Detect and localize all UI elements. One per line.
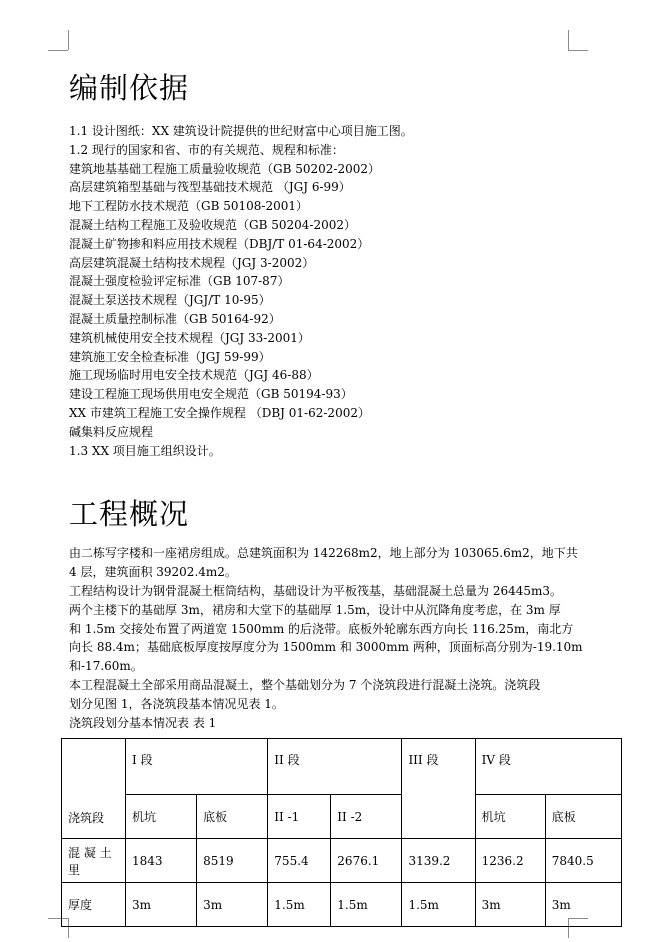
basis-line: 混凝土矿物掺和料应用技术规程（DBJ/T 01-64-2002） xyxy=(69,236,370,251)
basis-line: 1.3 XX 项目施工组织设计。 xyxy=(69,443,221,458)
pouring-segment-table xyxy=(61,738,622,927)
table-row xyxy=(62,883,622,927)
basis-line: 混凝土强度检验评定标准（GB 107-87） xyxy=(69,274,290,289)
basis-line: 混凝土质量控制标准（GB 50164-92） xyxy=(69,311,281,326)
overview-line: 4 层，建筑面积 39202.4m2。 xyxy=(69,565,237,580)
heading-basis: 编制依据 xyxy=(69,71,190,105)
basis-list xyxy=(69,122,629,460)
overview-line: 本工程混凝土全部采用商品混凝土，整个基础划分为 7 个浇筑段进行混凝土浇筑。浇筑段 xyxy=(69,677,541,692)
subheader-cell: 底板 xyxy=(545,795,621,839)
basis-line: XX 市建筑工程施工安全操作规程 （DBJ 01-62-2002） xyxy=(69,405,370,420)
subheader-cell: 机坑 xyxy=(475,795,545,839)
overview-line: 和 1.5m 交接处布置了两道宽 1500mm 的后浇带。底板外轮廓东西方向长 116.25m，南北方 xyxy=(69,621,574,636)
table-cell: 1.5m xyxy=(268,883,331,927)
basis-line: 建筑施工安全检查标准（JGJ 59-99） xyxy=(69,349,271,364)
group-header: IV 段 xyxy=(475,739,621,795)
overview-line: 由二栋写字楼和一座裙房组成。总建筑面积为 142268m2，地上部分为 103065.6m2，地下共 xyxy=(69,546,578,561)
table-cell: 2676.1 xyxy=(331,839,402,883)
overview-line: 两个主楼下的基础厚 3m，裙房和大堂下的基础厚 1.5m，设计中从沉降角度考虑，在 3m 厚 xyxy=(69,602,561,617)
table-cell: 755.4 xyxy=(268,839,331,883)
basis-line: 地下工程防水技术规范（GB 50108-2001） xyxy=(69,199,308,214)
table-cell: 3m xyxy=(126,883,197,927)
basis-line: 混凝土结构工程施工及验收规范（GB 50204-2002） xyxy=(69,217,356,232)
overview-line: 划分见图 1，各浇筑段基本情况见表 1。 xyxy=(69,696,284,711)
table-cell: 3m xyxy=(197,883,268,927)
table-cell: 3m xyxy=(475,883,545,927)
basis-line: 1.2 现行的国家和省、市的有关规范、规程和标准： xyxy=(69,142,344,157)
row-label: 混 凝 土 里 xyxy=(62,839,126,883)
subheader-cell: II -1 xyxy=(268,795,331,839)
group-header: I 段 xyxy=(126,739,268,795)
overview-line: 向长 88.4m；基础底板厚度按厚度分为 1500mm 和 3000mm 两种，顶面标高分别为-19.10m xyxy=(69,640,583,655)
heading-overview: 工程概况 xyxy=(69,497,190,532)
table-cell: 1.5m xyxy=(331,883,402,927)
table-cell: 1.5m xyxy=(402,883,475,927)
table-cell: 1843 xyxy=(126,839,197,883)
table-cell: 3139.2 xyxy=(402,839,475,883)
row-header-label: 浇筑段 xyxy=(68,811,105,825)
overview-line: 工程结构设计为钢骨混凝土框筒结构，基础设计为平板筏基，基础混凝土总量为 26445m3。 xyxy=(69,583,563,598)
basis-line: 建筑地基基础工程施工质量验收规范（GB 50202-2002） xyxy=(69,161,380,176)
subheader-cell: 底板 xyxy=(197,795,268,839)
group-header: II 段 xyxy=(268,739,402,795)
overview-paragraph xyxy=(69,544,629,732)
document-body xyxy=(69,68,629,732)
row-label: 厚度 xyxy=(62,883,126,927)
table-caption: 浇筑段划分基本情况表 表 1 xyxy=(69,715,217,730)
subheader-cell: II -2 xyxy=(331,795,402,839)
group-header: III 段 xyxy=(402,739,475,839)
basis-line: 碱集料反应规程 xyxy=(69,424,154,439)
table-cell: 1236.2 xyxy=(475,839,545,883)
table-row xyxy=(62,839,622,883)
table-subheader-row xyxy=(62,795,622,839)
table-cell: 3m xyxy=(545,883,621,927)
basis-line: 高层建筑混凝土结构技术规程（JGJ 3-2002） xyxy=(69,255,315,270)
table-cell: 8519 xyxy=(197,839,268,883)
table-header-row xyxy=(62,739,622,795)
header-cell-empty xyxy=(62,739,126,839)
subheader-cell: 机坑 xyxy=(126,795,197,839)
table-cell: 7840.5 xyxy=(545,839,621,883)
basis-line: 建筑机械使用安全技术规程（JGJ 33-2001） xyxy=(69,330,310,345)
basis-line: 建设工程施工现场供用电安全规范（GB 50194-93） xyxy=(69,387,353,402)
basis-line: 施工现场临时用电安全技术规范（JGJ 46-88） xyxy=(69,368,319,383)
basis-line: 混凝土泵送技术规程（JGJ/T 10-95） xyxy=(69,293,271,308)
basis-line: 高层建筑箱型基础与筏型基础技术规范 （JGJ 6-99） xyxy=(69,180,351,195)
overview-line: 和-17.60m。 xyxy=(69,659,143,674)
basis-line: 1.1 设计图纸：XX 建筑设计院提供的世纪财富中心项目施工图。 xyxy=(69,124,413,138)
